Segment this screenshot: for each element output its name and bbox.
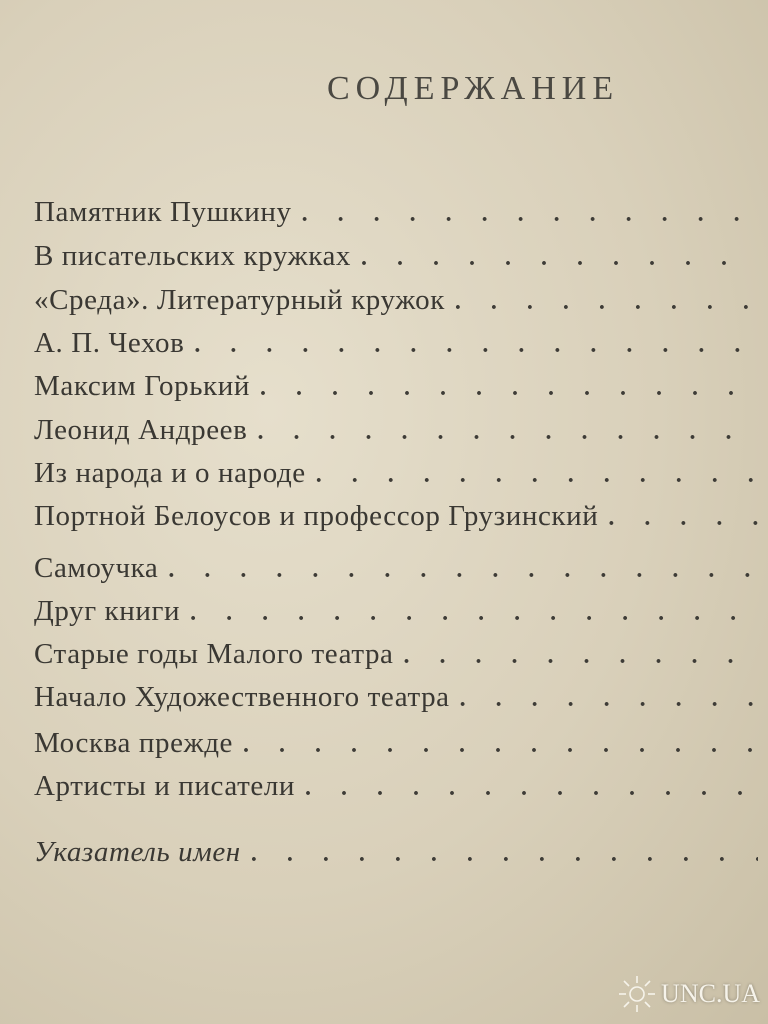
toc-entry-title: А. П. Чехов (34, 327, 185, 359)
toc-entry (34, 327, 758, 367)
toc-entry-title: Артисты и писатели (34, 770, 296, 802)
toc-dot-leader (251, 841, 758, 868)
toc-dot-leader (305, 775, 758, 802)
toc-entry (34, 457, 758, 497)
toc-entry (34, 836, 758, 876)
toc-entry (34, 196, 758, 236)
toc-entry (34, 500, 758, 540)
toc-dot-leader (168, 557, 758, 584)
toc-entry-title: Памятник Пушкину (34, 196, 292, 228)
toc-dot-leader (608, 505, 758, 532)
watermark (617, 972, 760, 1016)
toc-dot-leader (190, 600, 758, 627)
toc-dot-leader (316, 462, 758, 489)
toc-dot-leader (361, 245, 758, 272)
toc-dot-leader (194, 332, 758, 359)
toc-entry (34, 552, 758, 592)
toc-entry (34, 638, 758, 678)
toc-entry (34, 595, 758, 635)
toc-entry-title: Максим Горький (34, 370, 250, 402)
toc-entry (34, 370, 758, 410)
toc-dot-leader (257, 419, 758, 446)
toc-entry (34, 770, 758, 810)
toc-dot-leader (260, 375, 758, 402)
toc-dot-leader (302, 201, 758, 228)
toc-entry-title: «Среда». Литературный кружок (34, 284, 445, 316)
toc-entry-title: Леонид Андреев (34, 414, 248, 446)
toc-entry-title: Самоучка (34, 552, 159, 584)
toc-entry-title: Друг книги (34, 595, 181, 627)
toc-entry (34, 681, 758, 721)
toc-entry-title: Портной Белоусов и профессор Грузинский (34, 500, 599, 532)
toc-entry (34, 727, 758, 767)
toc-dot-leader (404, 643, 758, 670)
page-title: СОДЕРЖАНИЕ (327, 70, 620, 107)
toc-entry-title: В писательских кружках (34, 240, 352, 272)
toc-dot-leader (243, 732, 758, 759)
toc-dot-leader (460, 686, 758, 713)
toc-entry-title: Из народа и о народе (34, 457, 306, 489)
toc-entry-title: Начало Художественного театра (34, 681, 450, 713)
toc-entry-title: Москва прежде (34, 727, 234, 759)
toc-entry-title: Старые годы Малого театра (34, 638, 394, 670)
toc-entry (34, 414, 758, 454)
toc-dot-leader (455, 289, 758, 316)
sun-burst-icon (617, 974, 657, 1014)
toc-entry (34, 240, 758, 280)
toc-entry (34, 284, 758, 324)
watermark-text: UNC.UA (661, 979, 760, 1008)
toc-entry-title: Указатель имен (34, 836, 241, 868)
